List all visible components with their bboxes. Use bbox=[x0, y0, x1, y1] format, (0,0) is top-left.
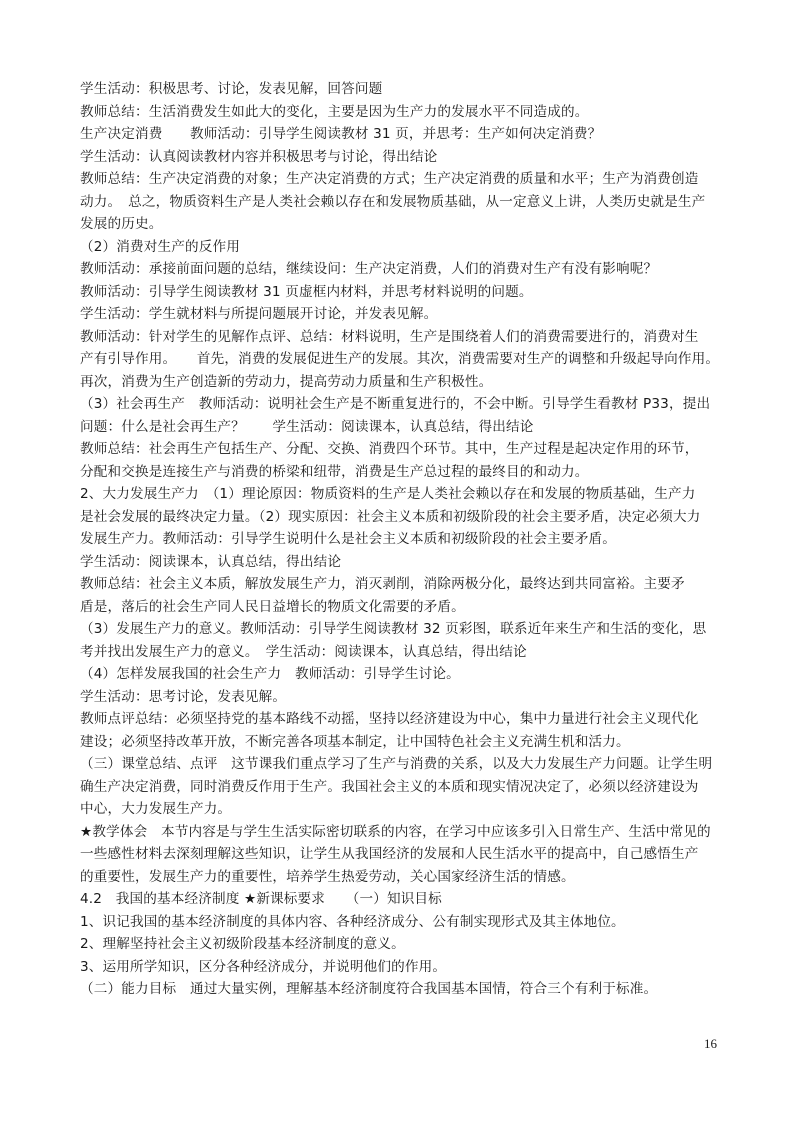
text-line: 教师活动：引导学生阅读教材 31 页虚框内材料，并思考材料说明的问题。 bbox=[80, 283, 533, 300]
text-line: 盾是，落后的社会生产同人民日益增长的物质文化需要的矛盾。 bbox=[80, 598, 465, 615]
text-line: 一些感性材料去深刻理解这些知识，让学生从我国经济的发展和人民生活水平的提高中，自己感悟生产 bbox=[80, 846, 699, 862]
text-line: 发展生产力。教师活动：引导学生说明什么是社会主义本质和初级阶段的社会主要矛盾。 bbox=[80, 531, 617, 547]
section-heading: （3）社会再生产 教师活动：说明社会生产是不断重复进行的，不会中断。引导学生看教材 P33，提出 bbox=[80, 396, 711, 412]
text-line: 是社会发展的最终决定力量。（2）现实原因：社会主义本质和初级阶段的社会主要矛盾，决定必须大力 bbox=[80, 508, 701, 525]
text-line: 问题：什么是社会再生产？ 学生活动：阅读课本，认真总结，得出结论 bbox=[80, 418, 534, 435]
list-item: 2、理解坚持社会主义初级阶段基本经济制度的意义。 bbox=[80, 936, 405, 952]
section-heading: （4）怎样发展我国的社会生产力 教师活动：引导学生讨论。 bbox=[80, 666, 460, 682]
text-line: 教师总结：生产决定消费的对象；生产决定消费的方式；生产决定消费的质量和水平；生产为消费创造 bbox=[80, 171, 699, 187]
text-line: 教师点评总结：必须坚持党的基本路线不动摇，坚持以经济建设为中心，集中力量进行社会主义现代化 bbox=[80, 711, 699, 727]
text-line: 确生产决定消费，同时消费反作用于生产。我国社会主义的本质和现实情况决定了，必须以经济建设为 bbox=[80, 778, 699, 795]
section-heading: （三）课堂总结、点评 这节课我们重点学习了生产与消费的关系，以及大力发展生产力问题。让学生明 bbox=[80, 756, 713, 772]
text-line: 学生活动：阅读课本，认真总结，得出结论 bbox=[80, 553, 342, 570]
text-line: 的重要性，发展生产力的重要性，培养学生热爱劳动，关心国家经济生活的情感。 bbox=[80, 868, 575, 885]
section-heading: 2、大力发展生产力 （1）理论原因：物质资料的生产是人类社会赖以存在和发展的物质基础，生产力 bbox=[80, 486, 696, 502]
text-line: 生产决定消费 教师活动：引导学生阅读教材 31 页，并思考：生产如何决定消费？ bbox=[80, 126, 602, 142]
text-line: 产有引导作用。 首先，消费的发展促进生产的发展。其次，消费需要对生产的调整和升级起导向作用。 bbox=[80, 351, 720, 367]
list-item: 3、运用所学知识，区分各种经济成分，并说明他们的作用。 bbox=[80, 958, 447, 975]
text-line: 考并找出发展生产力的意义。 学生活动：阅读课本，认真总结，得出结论 bbox=[80, 643, 527, 660]
text-line: 再次，消费为生产创造新的劳动力，提高劳动力质量和生产积极性。 bbox=[80, 373, 493, 390]
section-heading: 4.2 我国的基本经济制度 ★新课标要求 （一）知识目标 bbox=[80, 891, 442, 907]
text-line: 教师总结：生活消费发生如此大的变化，主要是因为生产力的发展水平不同造成的。 bbox=[80, 103, 589, 120]
text-line: 教师活动：承接前面问题的总结，继续设问：生产决定消费，人们的消费对生产有没有影响呢？ bbox=[80, 261, 658, 277]
section-heading: ★教学体会 本节内容是与学生生活实际密切联系的内容，在学习中应该多引入日常生产、生活中常见的 bbox=[80, 823, 711, 840]
page-number: 16 bbox=[704, 1036, 717, 1051]
list-item: 1、识记我国的基本经济制度的具体内容、各种经济成分、公有制实现形式及其主体地位。 bbox=[80, 913, 625, 930]
text-line: 学生活动：积极思考、讨论，发表见解，回答问题 bbox=[80, 81, 383, 97]
document-body bbox=[80, 78, 728, 1001]
text-line: 学生活动：学生就材料与所提问题展开讨论，并发表见解。 bbox=[80, 306, 438, 322]
text-line: 教师活动：针对学生的见解作点评、总结：材料说明，生产是围绕着人们的消费需要进行的，消费对生 bbox=[80, 328, 699, 345]
text-line: 教师总结：社会再生产包括生产、分配、交换、消费四个环节。其中，生产过程是起决定作用的环节， bbox=[80, 441, 699, 457]
section-heading: （二）能力目标 通过大量实例，理解基本经济制度符合我国基本国情，符合三个有利于标准。 bbox=[80, 981, 658, 997]
text-line: 分配和交换是连接生产与消费的桥梁和纽带，消费是生产总过程的最终目的和动力。 bbox=[80, 463, 589, 480]
text-line: 学生活动：思考讨论，发表见解。 bbox=[80, 688, 287, 705]
text-line: 教师总结：社会主义本质，解放发展生产力，消灭剥削，消除两极分化，最终达到共同富裕。主要矛 bbox=[80, 576, 685, 592]
text-line: 发展的历史。 bbox=[80, 216, 163, 232]
text-line: 学生活动：认真阅读教材内容并积极思考与讨论，得出结论 bbox=[80, 148, 438, 165]
text-line: 中心，大力发展生产力。 bbox=[80, 801, 232, 817]
section-heading: （2）消费对生产的反作用 bbox=[80, 238, 240, 255]
text-line: 动力。 总之，物质资料生产是人类社会赖以存在和发展物质基础，从一定意义上讲，人类历史就是生产 bbox=[80, 193, 706, 210]
section-heading: （3）发展生产力的意义。教师活动：引导学生阅读教材 32 页彩图，联系近年来生产和生活的变化，思 bbox=[80, 621, 707, 637]
text-line: 建设；必须坚持改革开放，不断完善各项基本制定，让中国特色社会主义充满生机和活力。 bbox=[80, 733, 630, 750]
